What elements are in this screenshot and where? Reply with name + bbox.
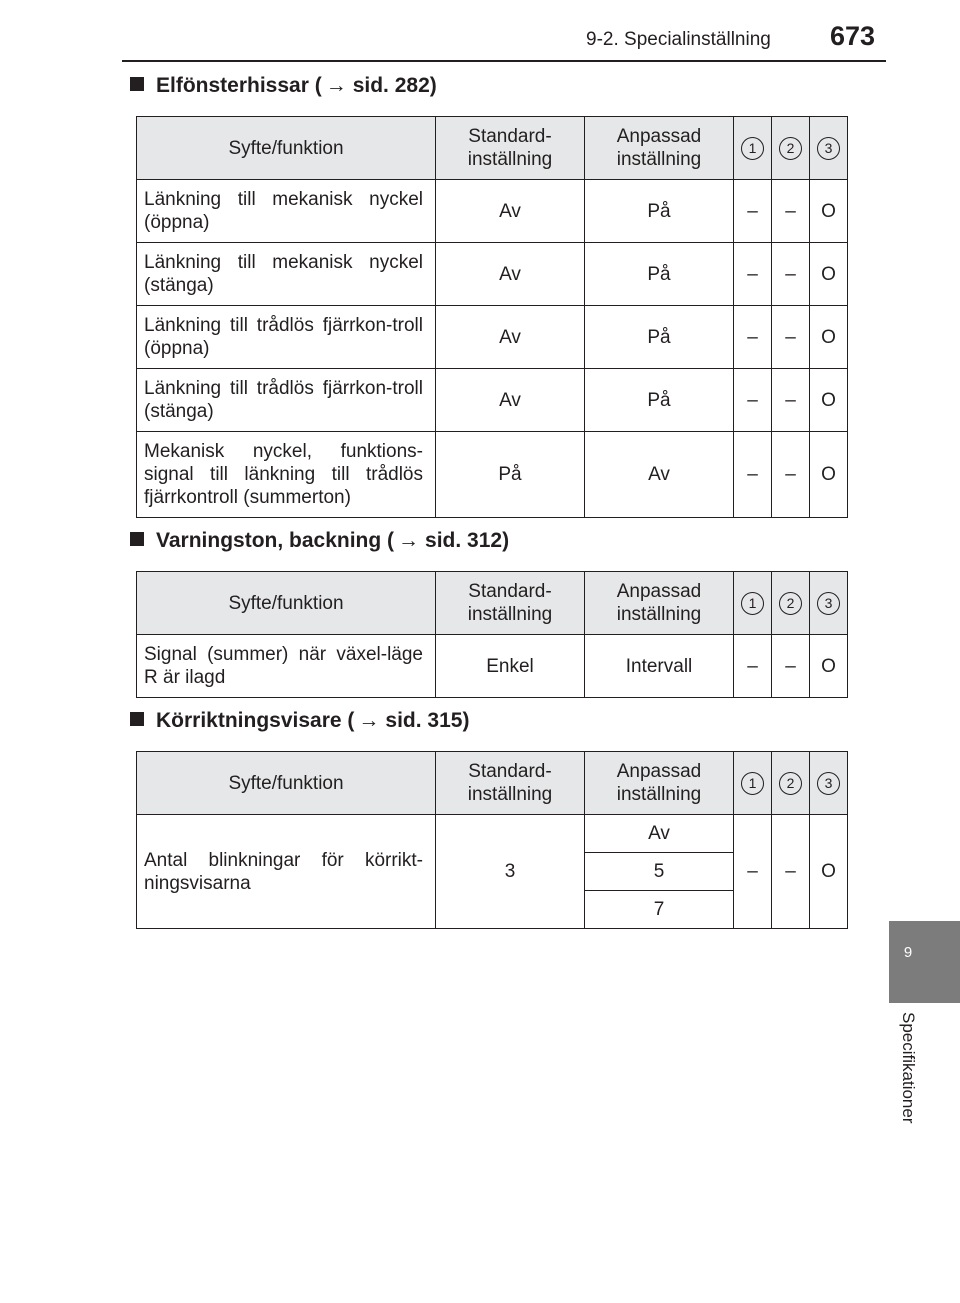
default-value: 3 xyxy=(436,815,585,929)
table-header-row xyxy=(137,117,848,180)
page-reference[interactable]: sid. 282) xyxy=(352,74,437,97)
default-value: På xyxy=(436,432,585,518)
circled-3-icon: 3 xyxy=(817,137,840,160)
square-bullet-icon xyxy=(130,712,144,726)
circled-1-icon: 1 xyxy=(741,137,764,160)
col-header-default: Standard- inställning xyxy=(436,572,585,635)
custom-value: På xyxy=(585,243,734,306)
col-header-3 xyxy=(810,572,848,635)
col-header-1 xyxy=(734,572,772,635)
custom-value-option: 5 xyxy=(585,853,734,891)
table-row xyxy=(137,306,848,369)
page-reference[interactable]: sid. 312) xyxy=(425,529,510,552)
default-value: Av xyxy=(436,306,585,369)
table-row xyxy=(137,635,848,698)
arrow-right-icon: → xyxy=(325,74,347,97)
table-row xyxy=(137,432,848,518)
row-description: Antal blinkningar för körrikt-ningsvisarna xyxy=(137,815,436,929)
square-bullet-icon xyxy=(130,532,144,546)
col-header-default: Standard- inställning xyxy=(436,117,585,180)
col3-value: O xyxy=(810,635,848,698)
col1-value: – xyxy=(734,635,772,698)
circled-2-icon: 2 xyxy=(779,137,802,160)
chapter-tab-label: Specifikationer xyxy=(899,1012,918,1124)
col-header-1 xyxy=(734,117,772,180)
col-header-custom: Anpassad inställning xyxy=(585,752,734,815)
col3-value: O xyxy=(810,815,848,929)
col-header-1 xyxy=(734,752,772,815)
col1-value: – xyxy=(734,815,772,929)
col-header-3 xyxy=(810,117,848,180)
custom-value-option: Av xyxy=(585,815,734,853)
col2-value: – xyxy=(772,369,810,432)
chapter-title: 9-2. Specialinställning xyxy=(586,29,771,50)
col3-value: O xyxy=(810,306,848,369)
chapter-tab-number: 9 xyxy=(903,944,913,961)
col1-value: – xyxy=(734,369,772,432)
circled-3-icon: 3 xyxy=(817,772,840,795)
table-row xyxy=(137,369,848,432)
col1-value: – xyxy=(734,306,772,369)
square-bullet-icon xyxy=(130,77,144,91)
row-description: Länkning till trådlös fjärrkon-troll (stänga) xyxy=(137,369,436,432)
table-row xyxy=(137,243,848,306)
default-value: Av xyxy=(436,243,585,306)
col3-value: O xyxy=(810,243,848,306)
section-heading-turn-signals xyxy=(130,709,469,733)
default-value: Enkel xyxy=(436,635,585,698)
arrow-right-icon: → xyxy=(398,529,420,552)
col-header-function: Syfte/funktion xyxy=(137,752,436,815)
circled-1-icon: 1 xyxy=(741,772,764,795)
settings-table-turn-signals xyxy=(136,751,848,929)
custom-value: Intervall xyxy=(585,635,734,698)
section-heading-reverse-warning xyxy=(130,529,509,553)
col2-value: – xyxy=(772,243,810,306)
custom-value: Av xyxy=(585,432,734,518)
row-description: Mekanisk nyckel, funktions-signal till länkning till trådlös fjärrkontroll (summerton) xyxy=(137,432,436,518)
col2-value: – xyxy=(772,306,810,369)
col1-value: – xyxy=(734,180,772,243)
settings-table-reverse-warning xyxy=(136,571,848,698)
col-header-custom: Anpassad inställning xyxy=(585,572,734,635)
circled-2-icon: 2 xyxy=(779,772,802,795)
circled-2-icon: 2 xyxy=(779,592,802,615)
col1-value: – xyxy=(734,432,772,518)
col-header-3 xyxy=(810,752,848,815)
row-description: Länkning till mekanisk nyckel (öppna) xyxy=(137,180,436,243)
row-description: Länkning till mekanisk nyckel (stänga) xyxy=(137,243,436,306)
custom-value: På xyxy=(585,306,734,369)
col-header-default: Standard- inställning xyxy=(436,752,585,815)
section-title: Varningston, backning ( xyxy=(156,529,395,552)
col-header-2 xyxy=(772,117,810,180)
section-title: Körriktningsvisare ( xyxy=(156,709,355,732)
col-header-function: Syfte/funktion xyxy=(137,572,436,635)
default-value: Av xyxy=(436,180,585,243)
header-divider xyxy=(122,60,886,62)
col-header-2 xyxy=(772,572,810,635)
row-description: Signal (summer) när växel-läge R är ilagd xyxy=(137,635,436,698)
circled-1-icon: 1 xyxy=(741,592,764,615)
col2-value: – xyxy=(772,635,810,698)
custom-value-option: 7 xyxy=(585,891,734,929)
circled-3-icon: 3 xyxy=(817,592,840,615)
table-row xyxy=(137,815,848,853)
col-header-custom: Anpassad inställning xyxy=(585,117,734,180)
settings-table-power-windows xyxy=(136,116,848,518)
col-header-function: Syfte/funktion xyxy=(137,117,436,180)
col2-value: – xyxy=(772,815,810,929)
row-description: Länkning till trådlös fjärrkon-troll (öppna) xyxy=(137,306,436,369)
col3-value: O xyxy=(810,180,848,243)
table-row xyxy=(137,180,848,243)
col3-value: O xyxy=(810,369,848,432)
custom-value: På xyxy=(585,180,734,243)
col2-value: – xyxy=(772,432,810,518)
arrow-right-icon: → xyxy=(358,709,380,732)
section-heading-power-windows xyxy=(130,74,437,98)
default-value: Av xyxy=(436,369,585,432)
custom-value: På xyxy=(585,369,734,432)
col-header-2 xyxy=(772,752,810,815)
table-header-row xyxy=(137,572,848,635)
page-number: 673 xyxy=(830,21,876,51)
col1-value: – xyxy=(734,243,772,306)
table-header-row xyxy=(137,752,848,815)
page-reference[interactable]: sid. 315) xyxy=(385,709,470,732)
col2-value: – xyxy=(772,180,810,243)
chapter-tab xyxy=(889,921,960,1003)
col3-value: O xyxy=(810,432,848,518)
section-title: Elfönsterhissar ( xyxy=(156,74,322,97)
